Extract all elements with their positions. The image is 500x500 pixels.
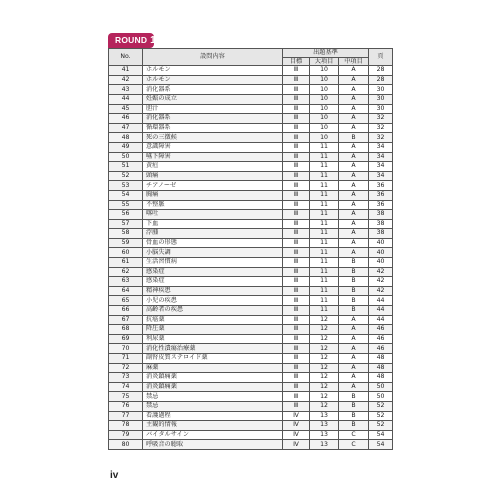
cell-goal: Ⅲ <box>283 75 310 85</box>
cell-goal: Ⅲ <box>283 104 310 114</box>
table-row <box>109 277 393 287</box>
cell-major: 11 <box>310 171 339 181</box>
cell-goal: Ⅲ <box>283 171 310 181</box>
cell-question: 頭痛 <box>143 171 283 181</box>
cell-minor: A <box>339 363 369 373</box>
cell-no: 50 <box>109 152 143 162</box>
cell-page: 44 <box>369 296 393 306</box>
cell-goal: Ⅲ <box>283 219 310 229</box>
cell-question: 消化性潰瘍治療薬 <box>143 344 283 354</box>
cell-page: 50 <box>369 382 393 392</box>
cell-question: 看護過程 <box>143 411 283 421</box>
header-criteria: 出題基準 <box>283 49 369 58</box>
table-row <box>109 104 393 114</box>
cell-major: 11 <box>310 306 339 316</box>
cell-minor: B <box>339 258 369 268</box>
cell-major: 11 <box>310 229 339 239</box>
table-row <box>109 440 393 450</box>
cell-page: 36 <box>369 181 393 191</box>
table-row <box>109 401 393 411</box>
cell-no: 78 <box>109 421 143 431</box>
cell-no: 79 <box>109 430 143 440</box>
cell-minor: A <box>339 200 369 210</box>
cell-question: 循環器系 <box>143 123 283 133</box>
cell-page: 34 <box>369 152 393 162</box>
cell-question: 利尿薬 <box>143 334 283 344</box>
table-row <box>109 315 393 325</box>
cell-major: 12 <box>310 334 339 344</box>
cell-no: 57 <box>109 219 143 229</box>
cell-page: 48 <box>369 373 393 383</box>
cell-no: 60 <box>109 248 143 258</box>
cell-goal: Ⅲ <box>283 181 310 191</box>
table-row <box>109 267 393 277</box>
cell-question: 主観的情報 <box>143 421 283 431</box>
table-row <box>109 392 393 402</box>
cell-goal: Ⅲ <box>283 363 310 373</box>
cell-no: 49 <box>109 142 143 152</box>
table-row <box>109 152 393 162</box>
cell-minor: B <box>339 411 369 421</box>
cell-page: 38 <box>369 219 393 229</box>
cell-major: 12 <box>310 401 339 411</box>
cell-major: 12 <box>310 363 339 373</box>
table-row <box>109 114 393 124</box>
cell-major: 11 <box>310 258 339 268</box>
table-row <box>109 190 393 200</box>
cell-major: 10 <box>310 85 339 95</box>
cell-no: 47 <box>109 123 143 133</box>
cell-question: 嚥下障害 <box>143 152 283 162</box>
cell-goal: Ⅳ <box>283 421 310 431</box>
cell-no: 46 <box>109 114 143 124</box>
cell-minor: B <box>339 421 369 431</box>
cell-major: 11 <box>310 219 339 229</box>
cell-major: 11 <box>310 142 339 152</box>
cell-goal: Ⅲ <box>283 267 310 277</box>
table-row <box>109 363 393 373</box>
cell-major: 10 <box>310 104 339 114</box>
table-row <box>109 421 393 431</box>
cell-question: 感染症 <box>143 277 283 287</box>
cell-goal: Ⅲ <box>283 401 310 411</box>
cell-page: 32 <box>369 133 393 143</box>
cell-no: 53 <box>109 181 143 191</box>
cell-question: 下血 <box>143 219 283 229</box>
cell-minor: A <box>339 354 369 364</box>
cell-question: 不整脈 <box>143 200 283 210</box>
cell-question: 胸痛 <box>143 190 283 200</box>
cell-page: 46 <box>369 325 393 335</box>
cell-question: 呼吸音の聴取 <box>143 440 283 450</box>
cell-goal: Ⅲ <box>283 334 310 344</box>
cell-goal: Ⅲ <box>283 190 310 200</box>
cell-goal: Ⅲ <box>283 152 310 162</box>
cell-question: 精神疾患 <box>143 286 283 296</box>
cell-major: 13 <box>310 421 339 431</box>
cell-minor: A <box>339 142 369 152</box>
table-row <box>109 334 393 344</box>
cell-question: 黄疸 <box>143 162 283 172</box>
table-row <box>109 258 393 268</box>
cell-minor: A <box>339 325 369 335</box>
header-page: 頁 <box>369 49 393 66</box>
cell-major: 11 <box>310 296 339 306</box>
cell-minor: A <box>339 210 369 220</box>
cell-minor: A <box>339 238 369 248</box>
cell-major: 13 <box>310 411 339 421</box>
cell-page: 30 <box>369 104 393 114</box>
cell-page: 48 <box>369 363 393 373</box>
cell-page: 40 <box>369 248 393 258</box>
cell-major: 11 <box>310 210 339 220</box>
cell-goal: Ⅲ <box>283 325 310 335</box>
cell-major: 11 <box>310 162 339 172</box>
table-row <box>109 142 393 152</box>
cell-goal: Ⅲ <box>283 66 310 76</box>
header-no: No. <box>109 49 143 66</box>
cell-minor: A <box>339 114 369 124</box>
cell-question: 感染症 <box>143 267 283 277</box>
table-row <box>109 296 393 306</box>
cell-question: 小脳失調 <box>143 248 283 258</box>
cell-minor: A <box>339 75 369 85</box>
table-row <box>109 373 393 383</box>
cell-page: 40 <box>369 238 393 248</box>
cell-minor: C <box>339 440 369 450</box>
cell-no: 42 <box>109 75 143 85</box>
cell-goal: Ⅲ <box>283 85 310 95</box>
cell-goal: Ⅲ <box>283 373 310 383</box>
cell-major: 10 <box>310 94 339 104</box>
cell-page: 42 <box>369 286 393 296</box>
cell-page: 28 <box>369 75 393 85</box>
cell-goal: Ⅲ <box>283 392 310 402</box>
cell-minor: A <box>339 190 369 200</box>
cell-question: バイタルサイン <box>143 430 283 440</box>
cell-goal: Ⅳ <box>283 440 310 450</box>
cell-no: 69 <box>109 334 143 344</box>
cell-page: 30 <box>369 94 393 104</box>
table-row <box>109 210 393 220</box>
cell-question: 降圧薬 <box>143 325 283 335</box>
cell-page: 42 <box>369 277 393 287</box>
cell-question: 副腎皮質ステロイド薬 <box>143 354 283 364</box>
cell-no: 75 <box>109 392 143 402</box>
table-row <box>109 181 393 191</box>
cell-goal: Ⅲ <box>283 238 310 248</box>
cell-minor: B <box>339 133 369 143</box>
cell-no: 73 <box>109 373 143 383</box>
cell-goal: Ⅳ <box>283 411 310 421</box>
cell-major: 11 <box>310 267 339 277</box>
cell-minor: A <box>339 66 369 76</box>
cell-no: 41 <box>109 66 143 76</box>
cell-no: 45 <box>109 104 143 114</box>
cell-goal: Ⅲ <box>283 382 310 392</box>
table-row <box>109 75 393 85</box>
table-row <box>109 306 393 316</box>
table-row <box>109 94 393 104</box>
cell-no: 63 <box>109 277 143 287</box>
cell-major: 10 <box>310 66 339 76</box>
cell-no: 55 <box>109 200 143 210</box>
cell-page: 34 <box>369 162 393 172</box>
cell-minor: A <box>339 94 369 104</box>
cell-page: 36 <box>369 200 393 210</box>
cell-minor: A <box>339 219 369 229</box>
cell-question: 消炎鎮痛薬 <box>143 373 283 383</box>
cell-major: 11 <box>310 190 339 200</box>
question-table <box>108 48 393 450</box>
cell-minor: B <box>339 267 369 277</box>
cell-major: 12 <box>310 315 339 325</box>
cell-minor: B <box>339 306 369 316</box>
cell-goal: Ⅲ <box>283 162 310 172</box>
cell-page: 44 <box>369 315 393 325</box>
table-row <box>109 133 393 143</box>
cell-page: 54 <box>369 440 393 450</box>
cell-no: 77 <box>109 411 143 421</box>
cell-minor: C <box>339 430 369 440</box>
table-row <box>109 238 393 248</box>
cell-minor: A <box>339 334 369 344</box>
table-row <box>109 171 393 181</box>
table-row <box>109 85 393 95</box>
header-question: 設問内容 <box>143 49 283 66</box>
cell-question: 意識障害 <box>143 142 283 152</box>
cell-major: 11 <box>310 277 339 287</box>
cell-question: 喀吐 <box>143 210 283 220</box>
cell-goal: Ⅲ <box>283 296 310 306</box>
cell-goal: Ⅲ <box>283 315 310 325</box>
cell-minor: A <box>339 315 369 325</box>
round-badge-label: ROUND <box>115 35 148 45</box>
cell-no: 44 <box>109 94 143 104</box>
cell-page: 52 <box>369 421 393 431</box>
cell-minor: A <box>339 152 369 162</box>
cell-major: 12 <box>310 382 339 392</box>
header-goal: 目標 <box>283 57 310 66</box>
cell-major: 12 <box>310 354 339 364</box>
cell-major: 11 <box>310 238 339 248</box>
cell-major: 12 <box>310 392 339 402</box>
cell-goal: Ⅲ <box>283 133 310 143</box>
cell-question: 妊娠の成立 <box>143 94 283 104</box>
cell-major: 13 <box>310 430 339 440</box>
cell-question: ホルモン <box>143 66 283 76</box>
cell-minor: A <box>339 104 369 114</box>
cell-question: 小児の疾患 <box>143 296 283 306</box>
cell-page: 46 <box>369 334 393 344</box>
cell-minor: B <box>339 277 369 287</box>
table-row <box>109 325 393 335</box>
cell-minor: A <box>339 382 369 392</box>
cell-question: 浮腫 <box>143 229 283 239</box>
cell-no: 59 <box>109 238 143 248</box>
cell-page: 46 <box>369 344 393 354</box>
table-row <box>109 354 393 364</box>
cell-minor: B <box>339 296 369 306</box>
cell-page: 40 <box>369 258 393 268</box>
cell-major: 12 <box>310 325 339 335</box>
cell-major: 11 <box>310 200 339 210</box>
cell-no: 51 <box>109 162 143 172</box>
round-badge <box>108 33 154 48</box>
cell-question: 抗癌薬 <box>143 315 283 325</box>
cell-goal: Ⅲ <box>283 142 310 152</box>
cell-no: 64 <box>109 286 143 296</box>
cell-goal: Ⅲ <box>283 306 310 316</box>
cell-minor: B <box>339 392 369 402</box>
cell-goal: Ⅲ <box>283 286 310 296</box>
cell-goal: Ⅲ <box>283 123 310 133</box>
cell-major: 11 <box>310 248 339 258</box>
cell-minor: A <box>339 248 369 258</box>
cell-major: 11 <box>310 152 339 162</box>
cell-page: 52 <box>369 401 393 411</box>
cell-minor: A <box>339 229 369 239</box>
cell-no: 48 <box>109 133 143 143</box>
cell-no: 80 <box>109 440 143 450</box>
cell-goal: Ⅲ <box>283 210 310 220</box>
cell-question: 麻薬 <box>143 363 283 373</box>
cell-goal: Ⅳ <box>283 430 310 440</box>
cell-no: 62 <box>109 267 143 277</box>
round-badge-number: 1 <box>150 35 156 46</box>
cell-major: 10 <box>310 114 339 124</box>
cell-major: 10 <box>310 75 339 85</box>
cell-page: 42 <box>369 267 393 277</box>
cell-minor: B <box>339 286 369 296</box>
cell-page: 32 <box>369 114 393 124</box>
cell-page: 32 <box>369 123 393 133</box>
cell-question: 消化器系 <box>143 85 283 95</box>
cell-no: 56 <box>109 210 143 220</box>
table-row <box>109 382 393 392</box>
header-major: 大項目 <box>310 57 339 66</box>
cell-question: 生活習慣病 <box>143 258 283 268</box>
cell-no: 71 <box>109 354 143 364</box>
cell-no: 67 <box>109 315 143 325</box>
cell-question: ホルモン <box>143 75 283 85</box>
table-row <box>109 248 393 258</box>
page-number: iv <box>110 470 119 481</box>
cell-no: 52 <box>109 171 143 181</box>
cell-question: 消炎鎮痛薬 <box>143 382 283 392</box>
cell-minor: A <box>339 171 369 181</box>
cell-question: 禁忌 <box>143 392 283 402</box>
cell-major: 12 <box>310 344 339 354</box>
cell-major: 11 <box>310 286 339 296</box>
cell-goal: Ⅲ <box>283 344 310 354</box>
cell-page: 34 <box>369 171 393 181</box>
table-row <box>109 123 393 133</box>
cell-goal: Ⅲ <box>283 94 310 104</box>
cell-minor: A <box>339 373 369 383</box>
cell-question: 禁忌 <box>143 401 283 411</box>
cell-page: 36 <box>369 190 393 200</box>
cell-page: 52 <box>369 411 393 421</box>
cell-question: 消化器系 <box>143 114 283 124</box>
cell-goal: Ⅲ <box>283 200 310 210</box>
cell-no: 72 <box>109 363 143 373</box>
cell-goal: Ⅲ <box>283 258 310 268</box>
table-row <box>109 430 393 440</box>
cell-no: 68 <box>109 325 143 335</box>
cell-goal: Ⅲ <box>283 114 310 124</box>
cell-question: チアノーゼ <box>143 181 283 191</box>
cell-goal: Ⅲ <box>283 277 310 287</box>
cell-minor: B <box>339 401 369 411</box>
cell-no: 76 <box>109 401 143 411</box>
cell-question: 高齢者の疾患 <box>143 306 283 316</box>
cell-no: 54 <box>109 190 143 200</box>
cell-major: 12 <box>310 373 339 383</box>
cell-major: 10 <box>310 123 339 133</box>
table-row <box>109 411 393 421</box>
cell-no: 61 <box>109 258 143 268</box>
cell-major: 11 <box>310 181 339 191</box>
cell-page: 44 <box>369 306 393 316</box>
cell-goal: Ⅲ <box>283 354 310 364</box>
header-minor: 中項目 <box>339 57 369 66</box>
table-row <box>109 66 393 76</box>
cell-page: 38 <box>369 210 393 220</box>
cell-page: 38 <box>369 229 393 239</box>
table-row <box>109 200 393 210</box>
cell-minor: A <box>339 344 369 354</box>
cell-goal: Ⅲ <box>283 248 310 258</box>
cell-minor: A <box>339 85 369 95</box>
cell-no: 74 <box>109 382 143 392</box>
cell-no: 66 <box>109 306 143 316</box>
cell-page: 30 <box>369 85 393 95</box>
table-row <box>109 162 393 172</box>
cell-page: 48 <box>369 354 393 364</box>
cell-question: 死の三徴候 <box>143 133 283 143</box>
table-row <box>109 219 393 229</box>
table-row <box>109 344 393 354</box>
cell-major: 10 <box>310 133 339 143</box>
cell-minor: A <box>339 162 369 172</box>
cell-question: 骨血の形態 <box>143 238 283 248</box>
cell-page: 34 <box>369 142 393 152</box>
cell-no: 65 <box>109 296 143 306</box>
cell-minor: A <box>339 181 369 191</box>
table-row <box>109 229 393 239</box>
cell-goal: Ⅲ <box>283 229 310 239</box>
cell-page: 50 <box>369 392 393 402</box>
cell-major: 13 <box>310 440 339 450</box>
cell-minor: A <box>339 123 369 133</box>
table-row <box>109 286 393 296</box>
table-body <box>109 66 393 450</box>
cell-no: 43 <box>109 85 143 95</box>
cell-no: 70 <box>109 344 143 354</box>
cell-question: 胆汁 <box>143 104 283 114</box>
cell-page: 28 <box>369 66 393 76</box>
cell-no: 58 <box>109 229 143 239</box>
cell-page: 54 <box>369 430 393 440</box>
